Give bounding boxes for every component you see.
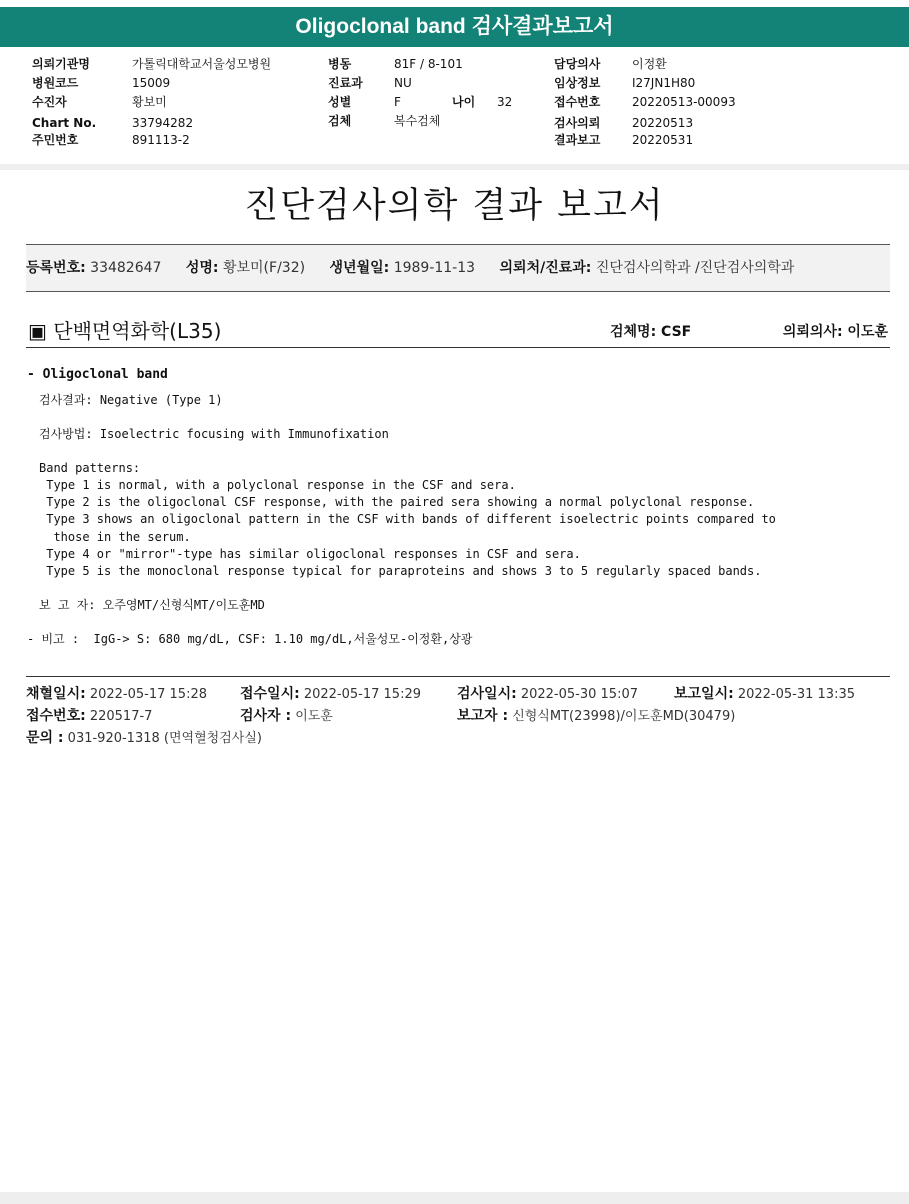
test-time-value: 2022-05-30 15:07	[520, 687, 638, 702]
attending-doctor-value: 이정환	[632, 57, 667, 71]
test-result: 검사결과: Negative (Type 1)	[39, 393, 223, 407]
receipt-number-value: 220517-7	[89, 709, 153, 724]
referral-dept-value: 진단검사의학과 /진단검사의학과	[595, 260, 795, 276]
attending-doctor-label: 담당의사	[554, 57, 601, 71]
section-name: ▣ 단백면역화학(L35)	[28, 319, 222, 343]
specimen-label: 검체	[328, 114, 352, 128]
contact-value: 031-920-1318 (면역혈청검사실)	[67, 731, 262, 746]
receipt-time	[240, 685, 421, 704]
band-patterns-title: Band patterns:	[39, 461, 141, 475]
ward-value: 81F / 8-101	[394, 57, 463, 71]
specimen-name: 검체명: CSF	[610, 324, 692, 340]
test-time	[457, 685, 638, 704]
requesting-doctor: 의뢰의사: 이도훈	[782, 324, 888, 340]
report-time-value: 2022-05-31 13:35	[737, 687, 855, 702]
specimen-value: 복수검체	[394, 114, 441, 128]
report-time	[674, 685, 855, 704]
referral-dept-label: 의뢰처/진료과:	[499, 260, 592, 276]
sex-label: 성별	[328, 95, 352, 109]
age-value: 32	[497, 95, 513, 109]
clinical-info-value: I27JN1H80	[632, 76, 696, 90]
request-info-block	[0, 54, 909, 164]
contact	[26, 729, 262, 748]
birthdate-value: 1989-11-13	[393, 260, 476, 276]
chart-no-value: 33794282	[132, 116, 194, 130]
hospital-name-value: 가톨릭대학교서울성모병원	[132, 57, 272, 71]
department-label: 진료과	[328, 76, 363, 90]
band-pattern-line: Type 1 is normal, with a polyclonal response in the CSF and sera.	[39, 478, 516, 492]
collection-time-value: 2022-05-17 15:28	[89, 687, 207, 702]
tester	[240, 707, 333, 726]
receipt-time-value: 2022-05-17 15:29	[303, 687, 421, 702]
resident-no-label: 주민번호	[32, 133, 79, 147]
request-date-value: 20220513	[632, 116, 694, 130]
age-label: 나이	[452, 95, 476, 109]
registration-no-value: 33482647	[90, 260, 162, 276]
resident-no-value: 891113-2	[132, 133, 190, 147]
collection-time	[26, 685, 207, 704]
reporter	[457, 707, 735, 726]
patient-summary-bar	[26, 244, 890, 292]
band-pattern-line: those in the serum.	[39, 530, 191, 544]
report-banner-title: Oligoclonal band 검사결과보고서	[0, 7, 909, 47]
patient-value: 황보미	[132, 95, 167, 109]
band-pattern-line: Type 3 shows an oligoclonal pattern in the CSF with bands of different isoelectric points compared to	[39, 512, 776, 526]
tester-value: 이도훈	[295, 709, 333, 724]
name-label: 성명:	[185, 260, 219, 276]
hospital-code-label: 병원코드	[32, 76, 79, 90]
test-time-label: 검사일시:	[457, 686, 517, 702]
request-date-label: 검사의뢰	[554, 116, 601, 130]
chart-no-label: Chart No.	[32, 116, 97, 130]
hospital-code-value: 15009	[132, 76, 171, 90]
receipt-no-value: 20220513-00093	[632, 95, 736, 109]
patient-label: 수진자	[32, 95, 67, 109]
band-pattern-line: Type 5 is the monoclonal response typical for paraproteins and shows 3 to 5 regularly spaced bands.	[39, 564, 762, 578]
band-pattern-line: Type 4 or "mirror"-type has similar oligoclonal responses in CSF and sera.	[39, 547, 581, 561]
receipt-number-label: 접수번호:	[26, 708, 86, 724]
section-header	[26, 316, 890, 348]
report-time-label: 보고일시:	[674, 686, 734, 702]
sex-value: F	[394, 95, 401, 109]
reporter-label: 보고자 :	[457, 708, 509, 724]
bottom-band	[0, 1192, 909, 1204]
tester-label: 검사자 :	[240, 708, 292, 724]
collection-time-label: 채혈일시:	[26, 686, 86, 702]
receipt-time-label: 접수일시:	[240, 686, 300, 702]
name-value: 황보미(F/32)	[222, 260, 306, 276]
clinical-info-label: 임상정보	[554, 76, 601, 90]
registration-no-label: 등록번호:	[26, 260, 86, 276]
report-date-label: 결과보고	[554, 133, 601, 147]
reporter-value: 신형식MT(23998)/이도훈MD(30479)	[512, 709, 736, 724]
band-pattern-line: Type 2 is the oligoclonal CSF response, with the paired sera showing a normal polyclonal response.	[39, 495, 755, 509]
contact-label: 문의 :	[26, 730, 64, 746]
receipt-no-label: 접수번호	[554, 95, 601, 109]
hospital-name-label: 의뢰기관명	[32, 57, 90, 71]
birthdate-label: 생년월일:	[329, 260, 390, 276]
test-method: 검사방법: Isoelectric focusing with Immunofixation	[39, 427, 389, 441]
section-divider	[0, 164, 909, 170]
remark-line: - 비고 : IgG-> S: 680 mg/dL, CSF: 1.10 mg/dL,서울성모-이정환,상광	[27, 632, 473, 646]
ward-label: 병동	[328, 57, 352, 71]
report-title: 진단검사의학 결과 보고서	[244, 186, 665, 226]
footer-divider	[26, 676, 890, 677]
reporter-line: 보 고 자: 오주영MT/신형식MT/이도훈MD	[39, 598, 265, 612]
report-date-value: 20220531	[632, 133, 694, 147]
department-value: NU	[394, 76, 412, 90]
receipt-number	[26, 707, 152, 726]
test-name: - Oligoclonal band	[27, 367, 168, 382]
